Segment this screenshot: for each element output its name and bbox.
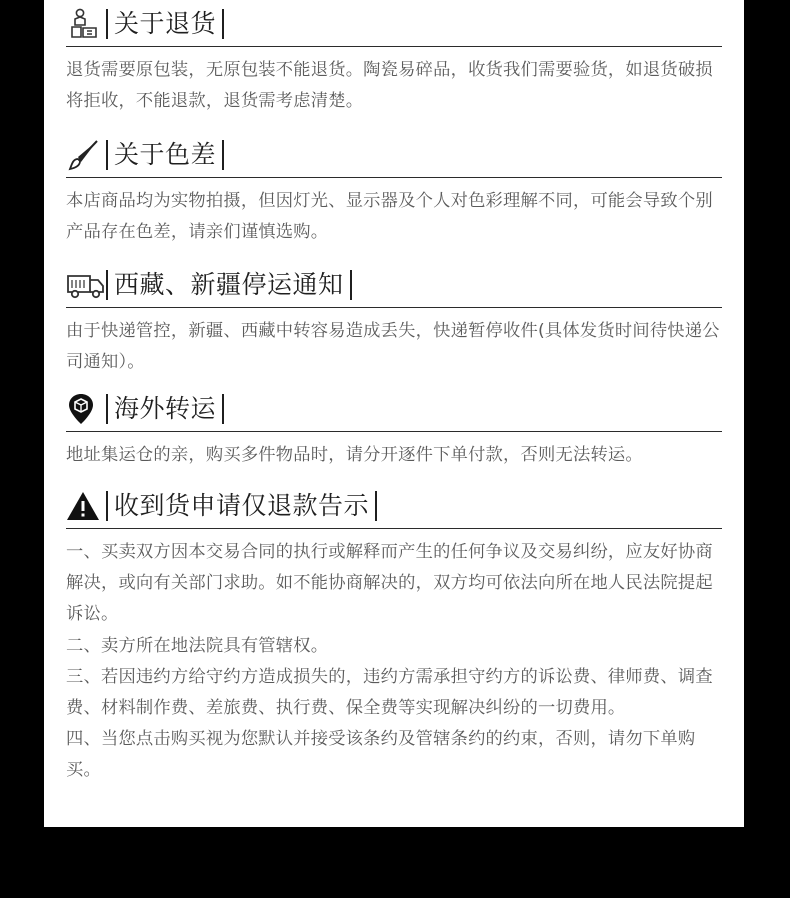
- paragraph: 四、当您点击购买视为您默认并接受该条约及管辖条约的约束，否则，请勿下单购买。: [66, 729, 696, 781]
- truck-icon: [66, 267, 106, 303]
- section-returns: [66, 2, 722, 116]
- section-refund-notice: [66, 484, 722, 787]
- notice-panel: [44, 0, 744, 827]
- title-bar-right: [350, 270, 352, 300]
- section-body: [66, 529, 722, 787]
- section-title: 关于色差: [114, 140, 217, 169]
- section-body: [66, 47, 722, 116]
- return-box-person-icon: [66, 6, 106, 42]
- section-body: [66, 178, 722, 247]
- paragraph: 一、买卖双方因本交易合同的执行或解释而产生的任何争议及交易纠纷，应友好协商解决，或向有关部门求助。如不能协商解决的，双方均可依法向所在地人民法院提起诉讼。: [66, 542, 713, 625]
- paragraph: 二、卖方所在地法院具有管辖权。: [66, 635, 329, 656]
- section-header: [66, 263, 722, 308]
- title-bar-right: [222, 140, 224, 170]
- section-xizang-xinjiang-suspension: [66, 263, 722, 377]
- title-bar-right: [222, 394, 224, 424]
- section-title: 关于退货: [114, 9, 217, 38]
- section-header: [66, 2, 722, 47]
- section-body: [66, 308, 722, 377]
- title-bar-right: [375, 491, 377, 521]
- section-header: [66, 387, 722, 432]
- section-header: [66, 133, 722, 178]
- section-overseas-transfer: [66, 387, 722, 471]
- section-title: 海外转运: [114, 394, 217, 423]
- section-body: [66, 432, 722, 471]
- section-color-difference: [66, 133, 722, 247]
- paragraph: 退货需要原包装，无原包装不能退货。陶瓷易碎品，收货我们需要验货，如退货破损将拒收，不能退款，退货需考虑清楚。: [66, 60, 713, 111]
- section-title: 收到货申请仅退款告示: [114, 491, 370, 520]
- title-bar-right: [222, 9, 224, 39]
- location-pin-icon: [66, 391, 106, 427]
- paragraph: 地址集运仓的亲，购买多件物品时，请分开逐件下单付款，否则无法转运。: [66, 445, 643, 465]
- warning-icon: [66, 488, 106, 524]
- paragraph: 三、若因违约方给守约方造成损失的，违约方需承担守约方的诉讼费、律师费、调查费、材料制作费、差旅费、执行费、保全费等实现解决纠纷的一切费用。: [66, 666, 713, 719]
- paragraph: 由于快递管控，新疆、西藏中转容易造成丢失，快递暂停收件(具体发货时间待快递公司通知）。: [66, 321, 720, 372]
- paragraph: 本店商品均为实物拍摄，但因灯光、显示器及个人对色彩理解不同，可能会导致个别产品存在色差，请亲们谨慎选购。: [66, 191, 713, 242]
- section-title: 西藏、新疆停运通知: [114, 270, 344, 299]
- brush-icon: [66, 137, 106, 173]
- section-header: [66, 484, 722, 529]
